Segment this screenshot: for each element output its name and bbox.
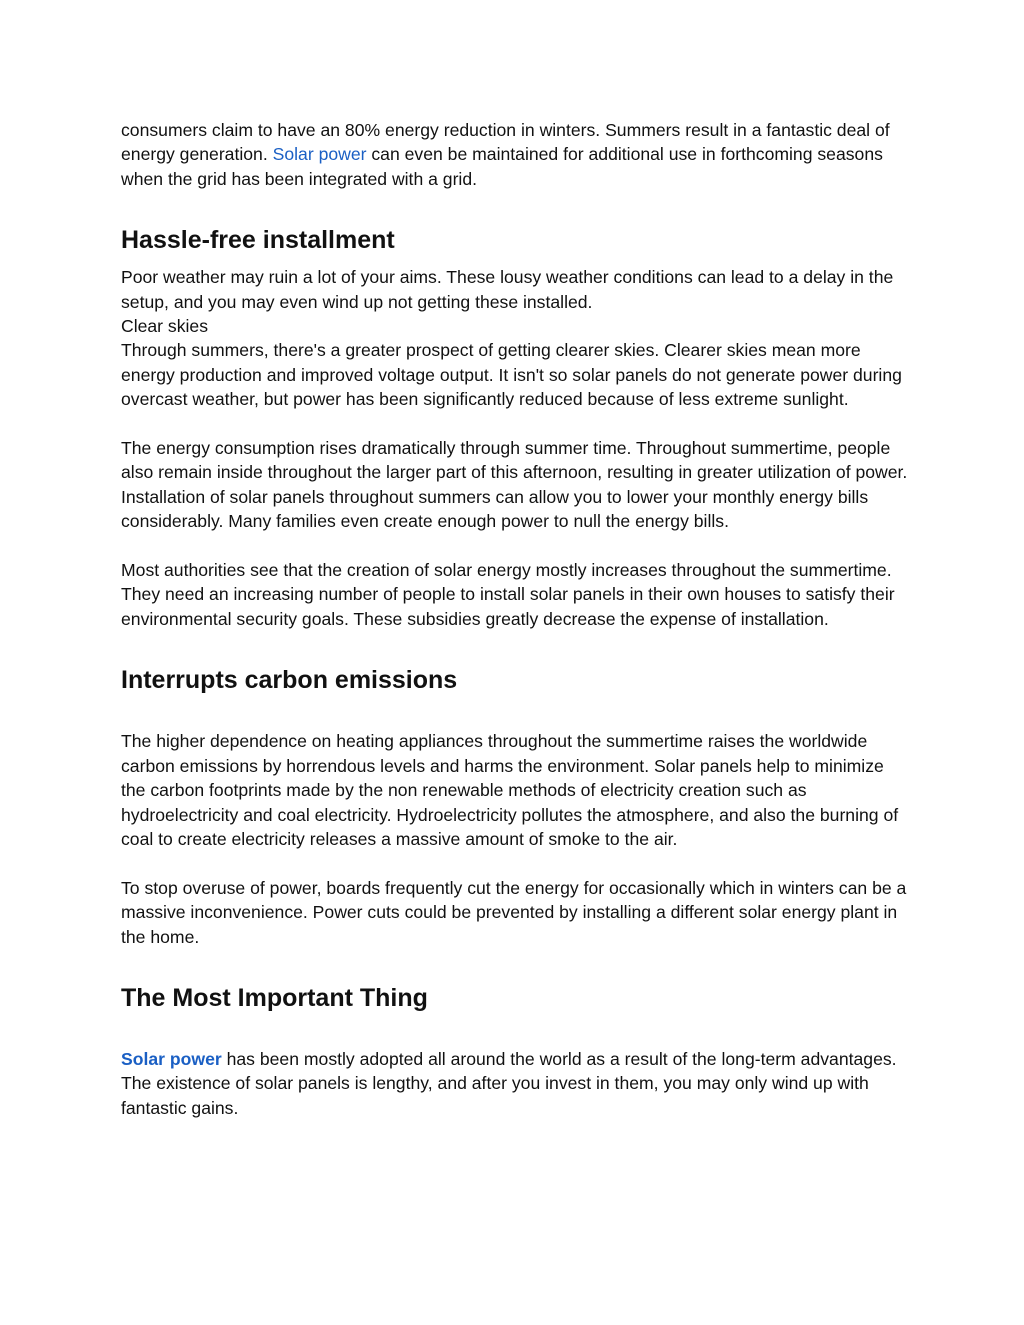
intro-paragraph <box>121 118 911 191</box>
heading-most-important-thing: The Most Important Thing <box>121 983 428 1012</box>
paragraph-power-cuts: To stop overuse of power, boards frequently cut the energy for occasionally which in winters can be a massive inconvenience. Power cuts could be prevented by installing a different solar energy plant in the home. <box>121 877 907 947</box>
document-page <box>121 118 911 1120</box>
paragraph-clear-skies: Through summers, there's a greater prospect of getting clearer skies. Clearer skies mean more energy production and improved voltage output. It isn't so solar panels do not generate power during overcast weather, but power has been significantly reduced because of less extreme sunlight. <box>121 340 902 410</box>
paragraph-authorities: Most authorities see that the creation of solar energy mostly increases throughout the summertime. They need an increasing number of people to install solar panels in their own houses to satisfy their environmental security goals. These subsidies greatly decrease the expense of installation. <box>121 560 895 629</box>
paragraph-energy-consumption: The energy consumption rises dramatically through summer time. Throughout summertime, people also remain inside throughout the larger part of this afternoon, resulting in greater utilization of power. Installation of solar panels throughout summers can allow you to lower your monthly energy bills considerably. Many families even create enough power to null the energy bills. <box>121 438 908 532</box>
paragraph-heating-appliances: The higher dependence on heating appliances throughout the summertime raises the worldwide carbon emissions by horrendous levels and harms the environment. Solar panels help to minimize the carbon footprints made by the non renewable methods of electricity creation such as hydroelectricity and coal electricity. Hydroelectricity pollutes the atmosphere, and also the burning of coal to create electricity releases a massive amount of smoke to the air. <box>121 731 899 849</box>
paragraph-solar-power-adopted <box>121 1047 911 1120</box>
heading-hassle-free-installment: Hassle-free installment <box>121 226 395 255</box>
intro-text-start: consumers claim to have an 80% energy reduction in winters. Summers result in a fantastic deal of energy generation. <box>121 120 890 165</box>
solar-power-link[interactable]: Solar power <box>272 144 367 165</box>
intro-text-end: can even be maintained for additional use in forthcoming seasons when the grid has been integrated with a grid. <box>121 144 883 189</box>
heading-interrupts-carbon-emissions: Interrupts carbon emissions <box>121 666 458 695</box>
closing-text: has been mostly adopted all around the world as a result of the long-term advantages. The existence of solar panels is lengthy, and after you invest in them, you may only wind up with fantastic gains. <box>121 1048 897 1118</box>
solar-power-link-bold[interactable]: Solar power <box>121 1048 222 1069</box>
subheading-clear-skies: Clear skies <box>121 316 209 337</box>
paragraph-poor-weather: Poor weather may ruin a lot of your aims. These lousy weather conditions can lead to a delay in the setup, and you may even wind up not getting these installed. <box>121 267 894 312</box>
